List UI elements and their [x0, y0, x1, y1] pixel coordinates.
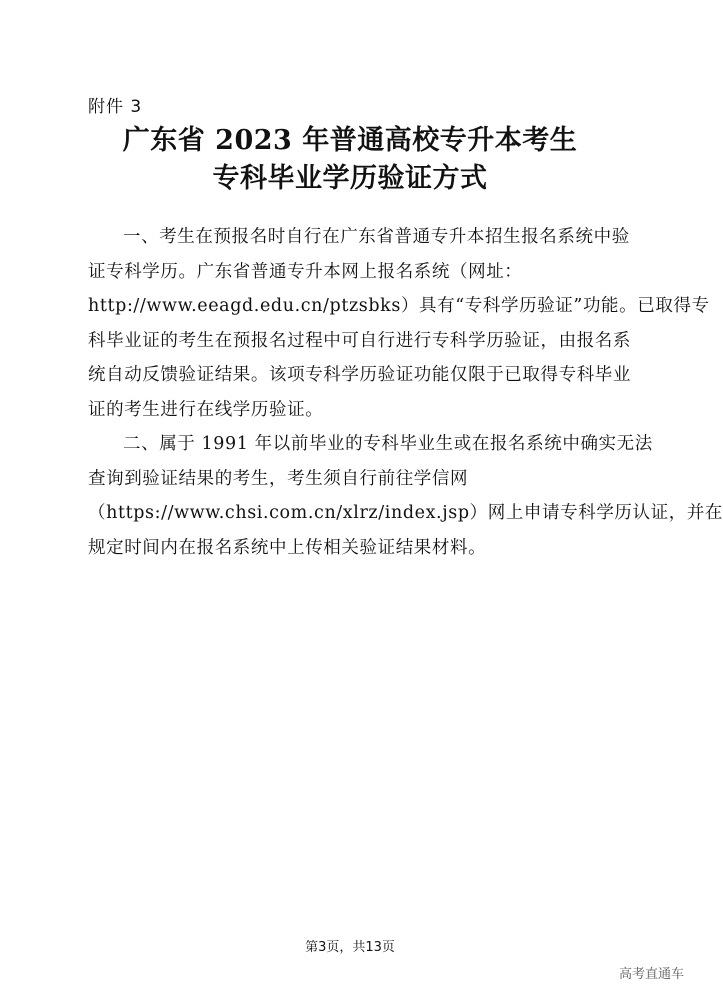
paragraph-1-line: 科毕业证的考生在预报名过程中可自行进行专科学历验证，由报名系: [88, 330, 631, 351]
paragraph-1-line: http://www.eeagd.edu.cn/ptzsbks）具有“专科学历验证”功能。已取得专: [88, 296, 710, 316]
paragraph-1-line: 证专科学历。广东省普通专升本网上报名系统（网址：: [88, 261, 523, 282]
paragraph-2-line: 二、属于 1991 年以前毕业的专科毕业生或在报名系统中确实无法: [123, 434, 653, 454]
paragraph-1-line: 一、考生在预报名时自行在广东省普通专升本招生报名系统中验: [123, 227, 630, 247]
document-title-line-2: 专科毕业学历验证方式: [212, 163, 488, 194]
paragraph-2-line: 规定时间内在报名系统中上传相关验证结果材料。: [88, 537, 487, 558]
page-number-footer: 第3页，共13页: [305, 940, 395, 955]
paragraph-1-line: 证的考生进行在线学历验证。: [88, 399, 324, 420]
watermark: 高考直通车: [615, 962, 688, 983]
document-title-line-1: 广东省 2023 年普通高校专升本考生: [122, 125, 578, 156]
paragraph-2-line: 查询到验证结果的考生，考生须自行前往学信网: [88, 468, 469, 489]
paragraph-2-line: （https://www.chsi.com.cn/xlrz/index.jsp）网上申请专科学历认证，并在: [88, 503, 723, 523]
paragraph-1-line: 统自动反馈验证结果。该项专科学历验证功能仅限于已取得专科毕业: [88, 365, 631, 385]
paragraph-1: [88, 220, 710, 427]
paragraph-2: [88, 427, 723, 565]
attachment-label: 附件 3: [88, 97, 143, 117]
